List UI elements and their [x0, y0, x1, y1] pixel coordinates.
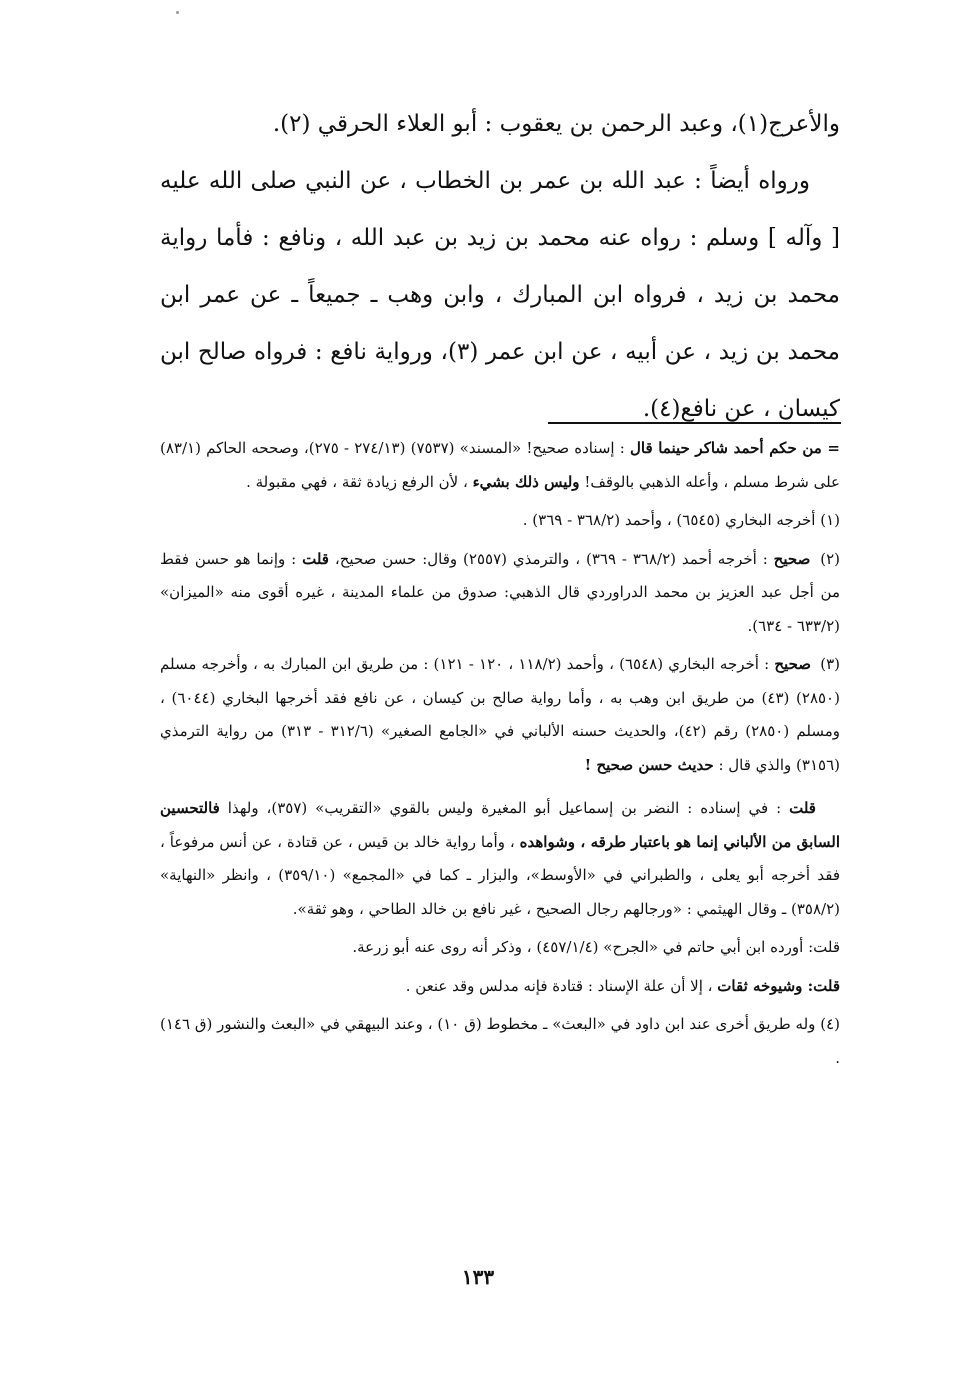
- footnote-2-text: : أخرجه أحمد (٣٦٨/٢ - ٣٦٩) ، والترمذي (٢٥٥٧) وقال: حسن صحيح،: [334, 549, 768, 568]
- scan-speck: [176, 11, 179, 14]
- footnote-3-number: (٣): [820, 655, 840, 673]
- footnote-continuation-text: : إسناده صحيح! «المسند» (٧٥٣٧) (٢٧٤/١٣ - ٢٧٥)، وصححه الحاكم (٨٣/١) على شرط مسلم ، وأعله الذهبي بالوقف!: [160, 439, 840, 491]
- footnote-3-text: : أخرجه البخاري (٦٥٤٨) ، وأحمد (١١٨/٢ ، ١٢٠ - ١٢١) : من طريق ابن المبارك به ، وأخرجه مسلم (٢٨٥٠) (٤٣) من طريق ابن وهب به ، وأما رواية صالح بن كيسان ، عن نافع فقد أخرجها البخاري (٦٠٤٤) ، ومسلم (٢٨٥٠) رقم (٤٢)، والحديث حسنه الألباني في «الجامع الصغير» (٣١٢/٦ - ٣١٣) من رواية الترمذي (٣١٥٦) والذي قال :: [160, 655, 840, 774]
- footnote-3-comment-qult: قلت: [789, 799, 816, 817]
- footnote-continuation-lead: = من حكم أحمد شاكر حينما قال: [629, 439, 840, 457]
- footnote-2-number: (٢): [820, 549, 840, 568]
- footnote-3-verdict: حديث حسن صحيح !: [584, 755, 714, 774]
- footnote-3-grade: صحيح: [774, 655, 812, 673]
- main-text: [160, 96, 840, 438]
- footnote-2-qult: قلت: [302, 549, 329, 568]
- footnote-3-comment-text: : في إسناده : النضر بن إسماعيل أبو المغيرة وليس بالقوي «التقريب» (٣٥٧)، ولهذا: [227, 799, 782, 817]
- main-paragraph-2: ورواه أيضاً : عبد الله بن عمر بن الخطاب ، عن النبي صلى الله عليه [ وآله ] وسلم : رواه عنه محمد بن زيد بن عبد الله ، ونافع : فأما رواية محمد بن زيد ، فرواه ابن المبارك ، وابن وهب ـ جميعاً ـ عن عمر ابن محمد بن زيد ، عن أبيه ، عن ابن عمر (٣)، ورواية نافع : فرواه صالح ابن كيسان ، عن نافع(٤).: [160, 168, 841, 422]
- footnote-continuation-end: ، لأن الرفع زيادة ثقة ، فهي مقبولة .: [246, 472, 468, 491]
- footnote-2-text-end: : وإنما هو حسن فقط من أجل عبد العزيز بن محمد الدراوردي قال الذهبي: صدوق من علماء المدينة ، غيره أقوى منه «الميزان» (٦٣٣/٢ - ٦٣٤).: [160, 549, 840, 635]
- footnote-3-comment: [160, 792, 840, 926]
- footnote-3-comment-3-bold: قلت: وشيوخه ثقات: [717, 976, 840, 995]
- footnote-3-comment-bold: فالتحسين السابق من الألباني إنما هو باعتبار طرقه ، وشواهده: [160, 799, 840, 851]
- footnote-2-grade: صحيح: [773, 549, 811, 568]
- footnote-4: (٤) وله طريق أخرى عند ابن داود في «البعث» ـ مخطوط (ق ١٠) ، وعند البيهقي في «البعث والنشور (ق ١٤٦) .: [160, 1015, 840, 1067]
- main-paragraph-1: والأعرج(١)، وعبد الرحمن بن يعقوب : أبو العلاء الحرقي (٢).: [272, 111, 840, 137]
- footnote-1: (١) أخرجه البخاري (٦٥٤٥) ، وأحمد (٣٦٨/٢ - ٣٦٩) .: [522, 511, 840, 529]
- footnote-3-comment-3: [160, 970, 840, 1004]
- footnote-separator: [548, 422, 841, 424]
- footnote-3-comment-2: قلت: أورده ابن أبي حاتم في «الجرح» (٤٥٧/١/٤) ، وذكر أنه روى عنه أبو زرعة.: [352, 938, 840, 956]
- footnotes: [160, 432, 840, 1080]
- page-number: ١٣٣: [461, 1265, 495, 1289]
- footnote-2: [160, 543, 840, 644]
- footnote-3: [160, 648, 840, 782]
- footnote-3-comment-3-text: ، إلا أن علة الإسناد : قتادة فإنه مدلس وقد عنعن .: [405, 976, 713, 995]
- footnote-3-comment-text-end: ، وأما رواية خالد بن قيس ، عن قتادة ، عن أنس مرفوعاً ، فقد أخرجه أبو يعلى ، والطبراني في «الأوسط»، والبزار ـ كما في «المجمع» (٣٥٩/١٠) ، وانظر «النهاية» (٣٥٨/٢) ـ وقال الهيثمي : «ورجالهم رجال الصحيح ، غير نافع بن خالد الطاحي ، وهو ثقة».: [160, 832, 841, 918]
- footnote-continuation-bold: وليس ذلك بشيء: [472, 472, 580, 491]
- footnote-continuation: [160, 432, 840, 499]
